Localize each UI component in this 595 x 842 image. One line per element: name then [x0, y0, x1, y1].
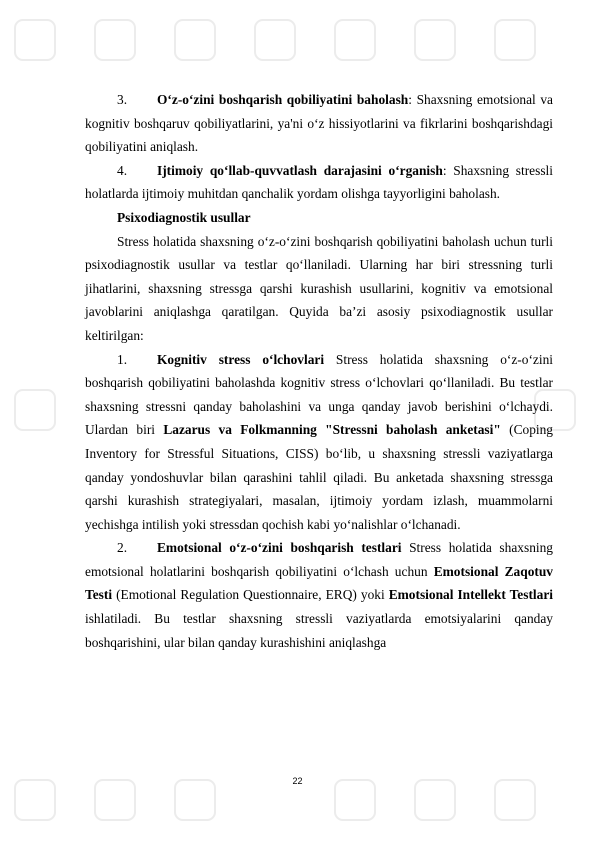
method-item-1	[85, 348, 553, 537]
list-item-text: : Shaxsning stressli holatlarda ijtimoiy muhitdan qanchalik yordam olishga tayyorligini baholash.	[85, 162, 553, 202]
method-text: ishlatiladi. Bu testlar shaxsning stressli vaziyatlarda emotsiyalarini qanday boshqarishini, ular bilan qanday kurashishini aniqlashga	[85, 611, 553, 650]
method-text: Stress holatida shaxsning emotsional holatlarini boshqarish qobiliyatini o‘lchash uchun	[85, 540, 553, 579]
intro-paragraph: Stress holatida shaxsning o‘z-o‘zini boshqarish qobiliyatini baholash uchun turli psixodiagnostik usullar va testlar qo‘llaniladi. Ularning har biri stressning turli jihatlarini, shaxsning stressga qarshi kurashish usullarini, kognitiv va emotsional javoblarini aniqlashga qaratilgan. Quyida ba’zi asosiy psixodiagnostik usullar keltirilgan:	[85, 233, 553, 343]
method-text: Stress holatida shaxsning o‘z-o‘zini boshqarish qobiliyatini baholashda kognitiv stress o‘lchovlari qo‘llaniladi. Bu testlar shaxsning stressni qanday baholashini va unga qanday javob berishini o‘lchaydi. Ulardan biri	[85, 351, 553, 438]
list-item-3	[85, 88, 553, 159]
method-text: (Emotional Regulation Questionnaire, ERQ) yoki	[112, 587, 389, 603]
document-body	[85, 88, 553, 654]
method-text: (Coping Inventory for Stressful Situations, CISS) bo‘lib, u shaxsning stressli vaziyatlarga qanday yondoshuvlar bilan qarashini tahlil qiladi. Bu anketada shaxsning stressga qarshi kurashish strategiyalari, masalan, ijtimoiy yordam izlash, muammolarni yechishga intilish yoki stressdan qochish kabi yo‘nalishlar o‘lchanadi.	[85, 422, 553, 532]
list-item-text: : Shaxsning emotsional va kognitiv boshqaruv qobiliyatlarini, ya'ni o‘z hissiyotlarini va fikrlarini boshqarishdagi qobiliyatini aniqlash.	[85, 92, 554, 155]
list-item-4	[85, 159, 553, 206]
watermark-tile	[15, 20, 535, 60]
page-number: 22	[292, 776, 303, 786]
method-emphasis: Emotsional Zaqotuv Testi	[85, 563, 553, 603]
list-item-title: O‘z-o‘zini boshqarish qobiliyatini baholash	[157, 92, 409, 107]
section-heading: Psixodiagnostik usullar	[117, 209, 251, 225]
method-emphasis: Emotsional Intellekt Testlari	[388, 587, 553, 603]
method-title: Kognitiv stress o‘lchovlari	[157, 351, 325, 367]
list-item-title: Ijtimoiy qo‘llab-quvvatlash darajasini o‘rganish	[157, 162, 443, 178]
method-emphasis: Lazarus va Folkmanning "Stressni baholash anketasi"	[163, 422, 501, 438]
list-number: 3.	[117, 92, 128, 107]
method-item-2	[85, 536, 553, 654]
method-title: Emotsional o‘z-o‘zini boshqarish testlari	[157, 540, 402, 556]
list-number: 1.	[117, 351, 128, 367]
list-number: 4.	[117, 162, 128, 178]
list-number: 2.	[117, 540, 128, 556]
